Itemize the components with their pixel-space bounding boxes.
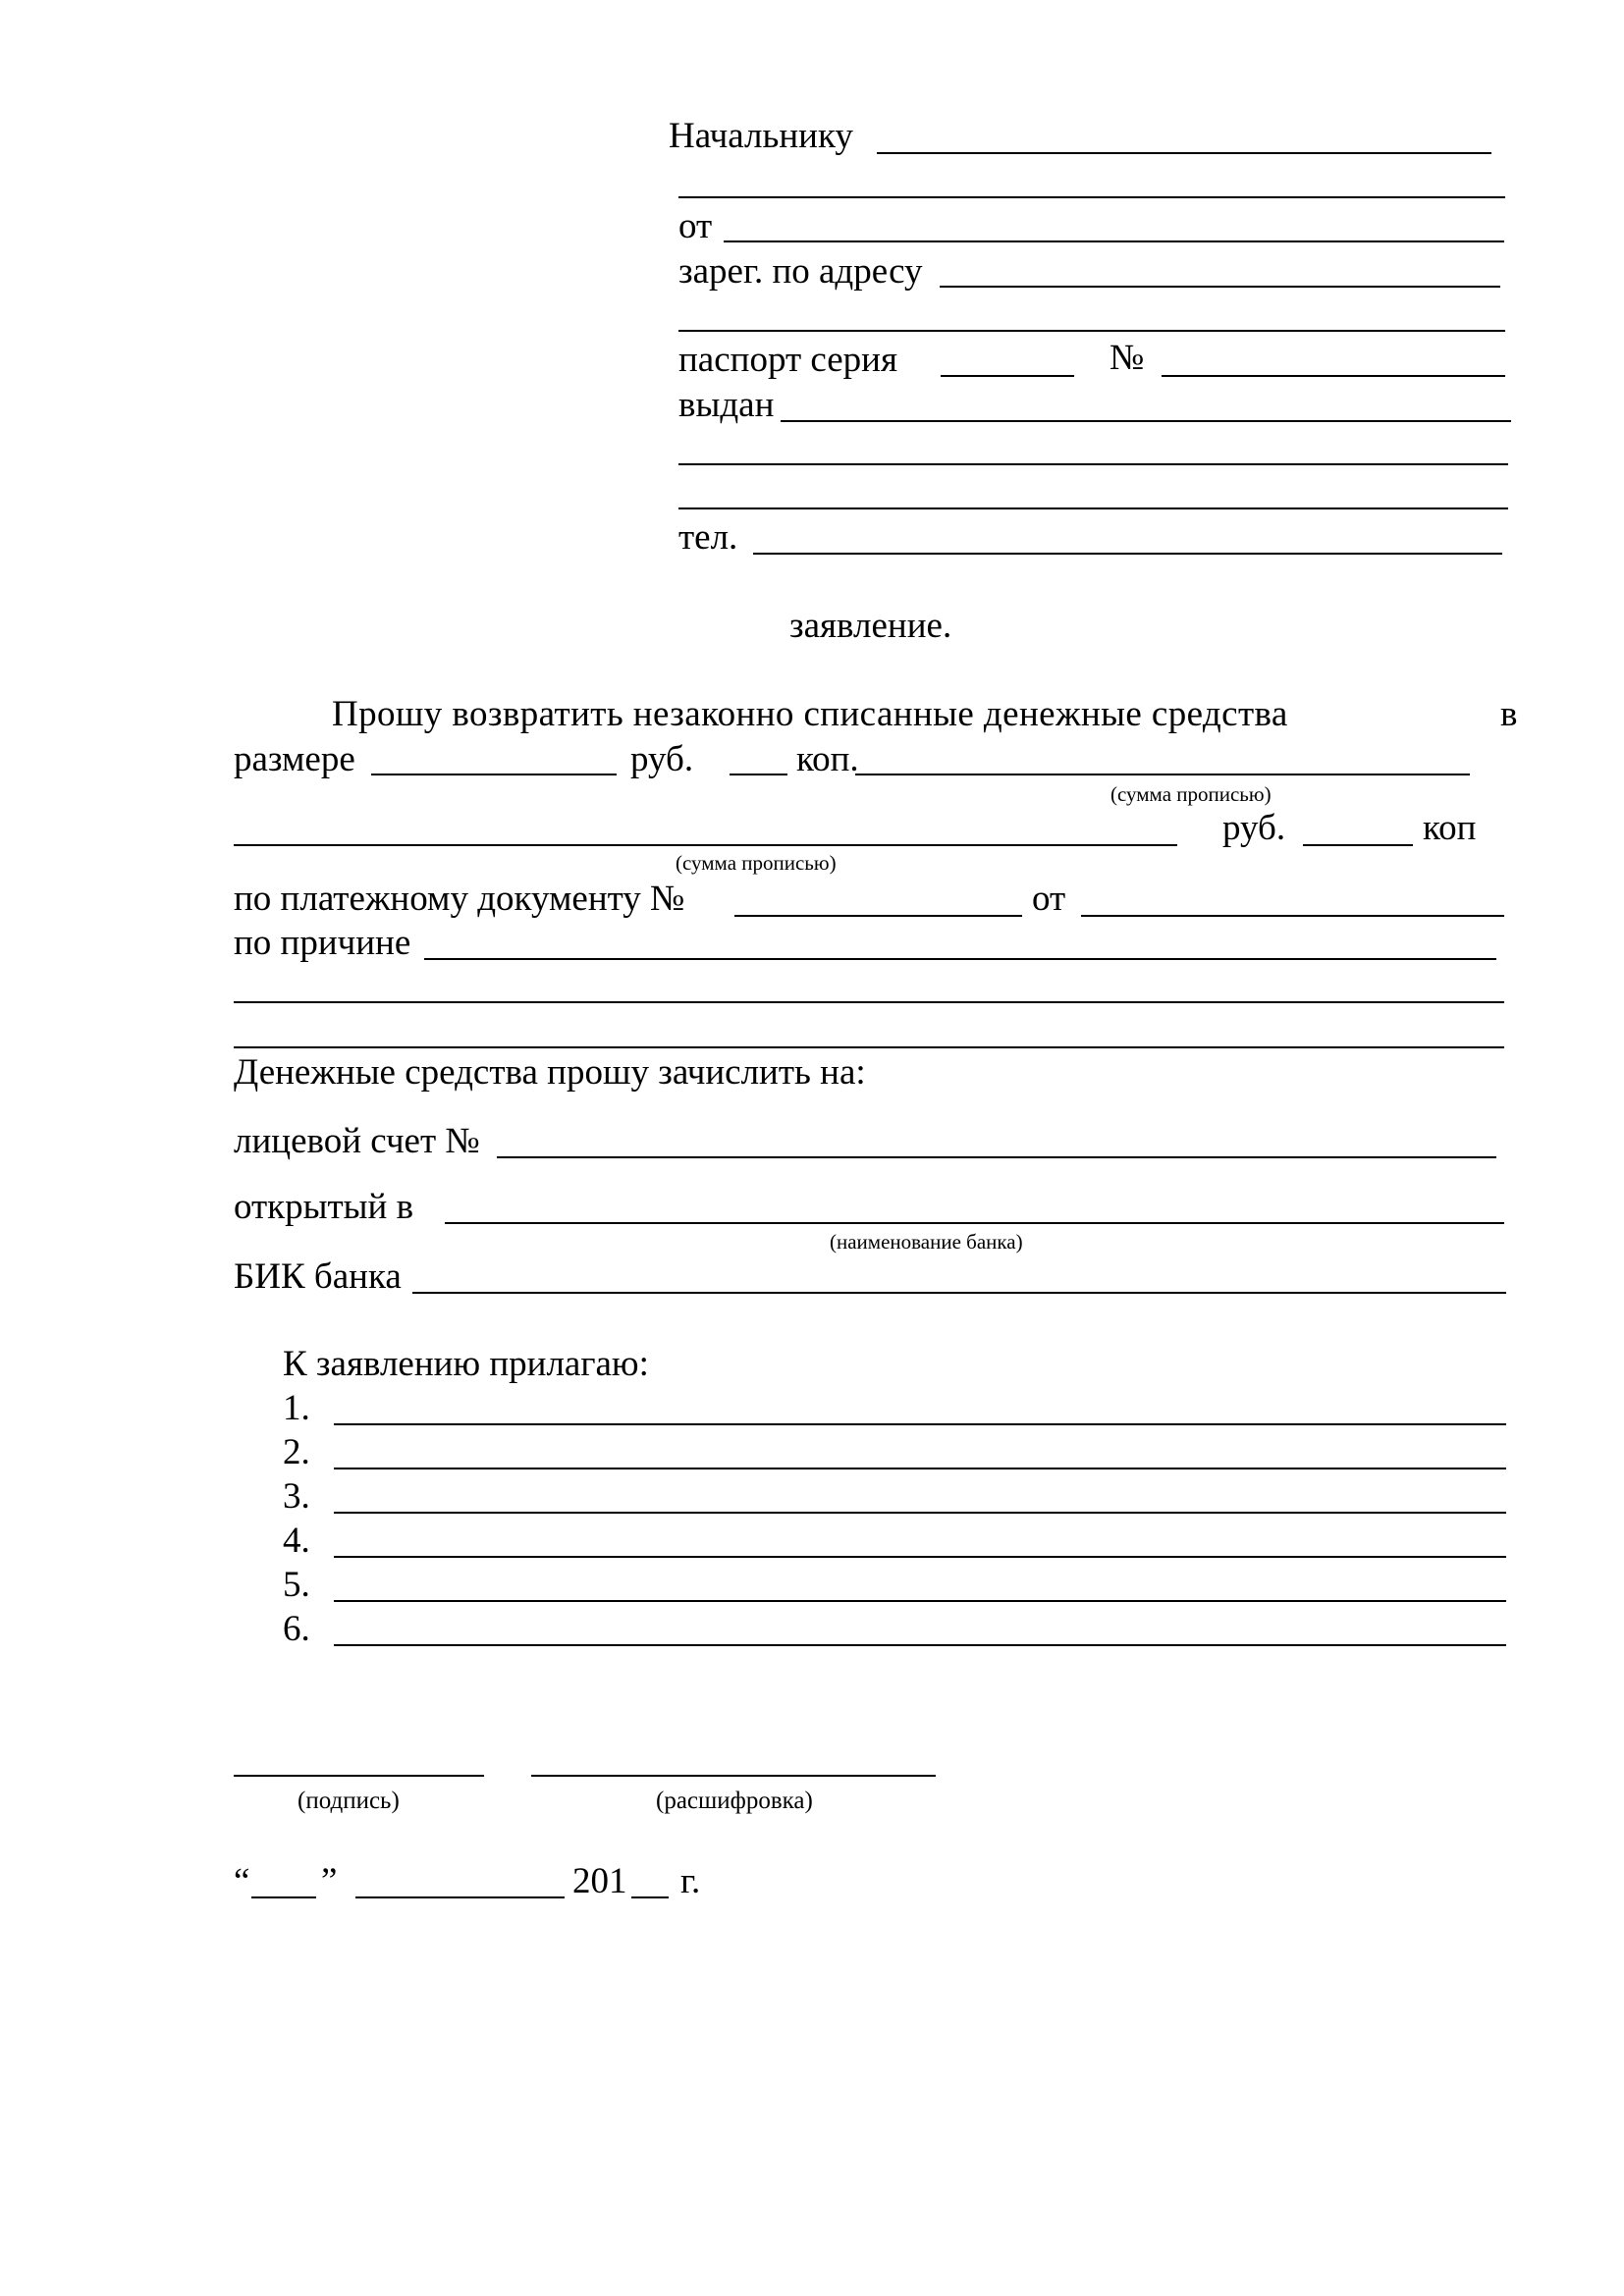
attachment-number: 6. xyxy=(283,1609,310,1649)
date-day-field[interactable] xyxy=(251,1896,316,1898)
attachment-field-5[interactable] xyxy=(334,1600,1506,1602)
passport-number-sign: № xyxy=(1110,338,1145,378)
issued-by-extra-line-2[interactable] xyxy=(678,507,1508,509)
amount-rub-field[interactable] xyxy=(371,774,617,775)
attachment-field-6[interactable] xyxy=(334,1644,1506,1646)
date-close-quote: ” xyxy=(321,1861,338,1901)
attachments-heading: К заявлению прилагаю: xyxy=(283,1344,649,1384)
reason-label: по причине xyxy=(234,923,411,963)
rub-label-2: руб. xyxy=(1222,808,1286,848)
issued-by-label: выдан xyxy=(678,385,775,425)
request-in-word: в xyxy=(1500,694,1518,734)
passport-series-label: паспорт серия xyxy=(678,340,897,380)
chief-name-field[interactable] xyxy=(877,152,1491,154)
attachment-number: 4. xyxy=(283,1521,310,1561)
signature-decoding-field[interactable] xyxy=(531,1775,936,1777)
bik-field[interactable] xyxy=(412,1292,1506,1294)
issued-by-extra-line-1[interactable] xyxy=(678,463,1508,465)
rub-label: руб. xyxy=(630,739,694,779)
amount-size-label: размере xyxy=(234,739,355,779)
issued-by-field[interactable] xyxy=(781,420,1511,422)
payment-date-field[interactable] xyxy=(1081,915,1504,917)
amount-words-continuation-field[interactable] xyxy=(234,844,1177,846)
payment-date-label: от xyxy=(1032,879,1066,919)
date-year-prefix: 201 xyxy=(572,1861,627,1901)
chief-extra-line[interactable] xyxy=(678,196,1505,198)
opened-in-label: открытый в xyxy=(234,1187,414,1227)
decoding-hint: (расшифровка) xyxy=(656,1788,813,1814)
request-text: Прошу возвратить незаконно списанные денежные средства xyxy=(332,694,1288,734)
amount-kop-field-2[interactable] xyxy=(1303,844,1413,846)
address-extra-line[interactable] xyxy=(678,330,1505,332)
amount-kop-field[interactable] xyxy=(730,774,787,775)
passport-number-field[interactable] xyxy=(1162,375,1505,377)
account-label: лицевой счет № xyxy=(234,1121,480,1161)
passport-series-field[interactable] xyxy=(941,375,1074,377)
to-chief-label: Начальнику xyxy=(669,116,853,156)
kop-label-2: коп xyxy=(1423,808,1477,848)
phone-label: тел. xyxy=(678,517,738,558)
attachment-number: 5. xyxy=(283,1565,310,1605)
signature-field[interactable] xyxy=(234,1775,484,1777)
reason-field[interactable] xyxy=(424,958,1496,960)
attachment-field-2[interactable] xyxy=(334,1468,1506,1469)
address-label: зарег. по адресу xyxy=(678,251,923,292)
attachment-number: 3. xyxy=(283,1476,310,1517)
attachment-field-1[interactable] xyxy=(334,1423,1506,1425)
applicant-name-field[interactable] xyxy=(724,240,1504,242)
sum-in-words-hint: (сумма прописью) xyxy=(1110,782,1272,806)
document-title: заявление. xyxy=(789,606,952,646)
bank-name-field[interactable] xyxy=(445,1222,1504,1224)
transfer-heading: Денежные средства прошу зачислить на: xyxy=(234,1052,866,1093)
bik-label: БИК банка xyxy=(234,1256,402,1297)
reason-extra-line-1[interactable] xyxy=(234,1001,1504,1003)
amount-words-field[interactable] xyxy=(855,774,1470,775)
attachment-field-4[interactable] xyxy=(334,1556,1506,1558)
attachment-number: 1. xyxy=(283,1388,310,1428)
date-open-quote: “ xyxy=(234,1861,250,1901)
date-month-field[interactable] xyxy=(355,1896,565,1898)
account-number-field[interactable] xyxy=(497,1156,1496,1158)
attachment-number: 2. xyxy=(283,1432,310,1472)
date-year-field[interactable] xyxy=(631,1896,669,1898)
address-field[interactable] xyxy=(940,286,1500,288)
sum-in-words-hint-2: (сумма прописью) xyxy=(676,851,837,875)
date-year-suffix: г. xyxy=(680,1861,701,1901)
payment-doc-label: по платежному документу № xyxy=(234,879,685,919)
reason-extra-line-2[interactable] xyxy=(234,1046,1504,1048)
attachment-field-3[interactable] xyxy=(334,1512,1506,1514)
kop-label: коп. xyxy=(796,739,859,779)
signature-hint: (подпись) xyxy=(298,1788,400,1814)
payment-doc-number-field[interactable] xyxy=(734,915,1022,917)
phone-field[interactable] xyxy=(753,553,1502,555)
from-label: от xyxy=(678,206,713,246)
bank-name-hint: (наименование банка) xyxy=(830,1230,1023,1254)
